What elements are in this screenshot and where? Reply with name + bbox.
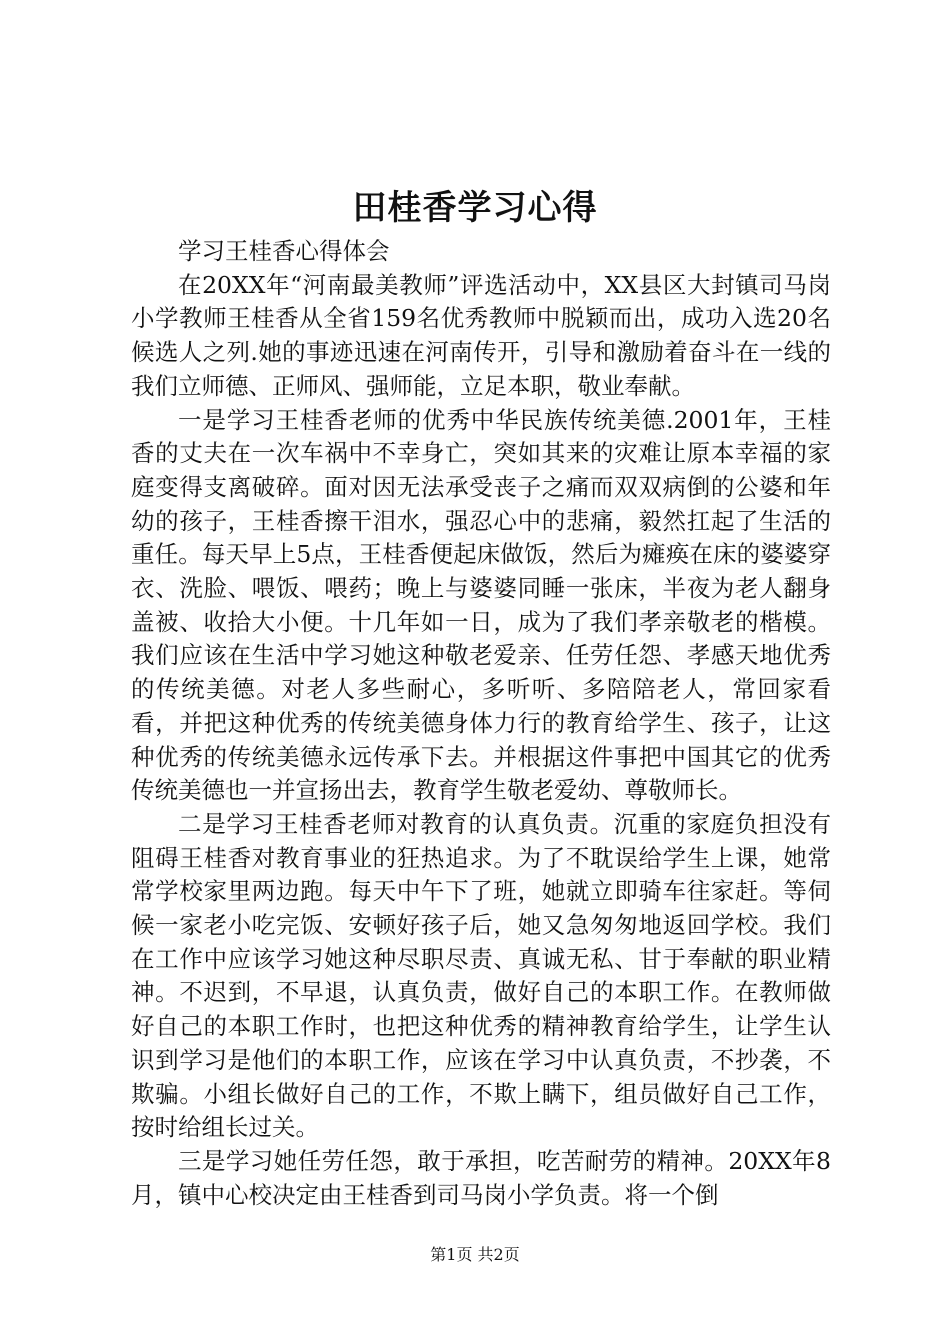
page-number-footer: 第1页 共2页 [430, 1245, 520, 1264]
paragraph-point-one: 一是学习王桂香老师的优秀中华民族传统美德.2001年，王桂香的丈夫在一次车祸中不幸身亡，突如其来的灾难让原本幸福的家庭变得支离破碎。面对因无法承受丧子之痛而双双病倒的公婆和年幼的孩子，王桂香擦干泪水，强忍心中的悲痛，毅然扛起了生活的重任。每天早上5点，王桂香便起床做饭，然后为瘫痪在床的婆婆穿衣、洗脸、喂饭、喂药；晚上与婆婆同睡一张床，半夜为老人翻身盖被、收拾大小便。十几年如一日，成为了我们孝亲敬老的楷模。我们应该在生活中学习她这种敬老爱亲、任劳任怨、孝感天地优秀的传统美德。对老人多些耐心，多听听、多陪陪老人，常回家看看，并把这种优秀的传统美德身体力行的教育给学生、孩子，让这种优秀的传统美德永远传承下去。并根据这件事把中国其它的优秀传统美德也一并宣扬出去，教育学生敬老爱幼、尊敬师长。 [131, 405, 831, 805]
paragraph-point-three: 三是学习她任劳任怨，敢于承担，吃苦耐劳的精神。20XX年8月，镇中心校决定由王桂香到司马岗小学负责。将一个倒 [131, 1146, 831, 1209]
paragraph-point-two: 二是学习王桂香老师对教育的认真负责。沉重的家庭负担没有阻碍王桂香对教育事业的狂热追求。为了不耽误给学生上课，她常常学校家里两边跑。每天中午下了班，她就立即骑车往家赶。等伺候一家老小吃完饭、安顿好孩子后，她又急匆匆地返回学校。我们在工作中应该学习她这种尽职尽责、真诚无私、甘于奉献的职业精神。不迟到，不早退，认真负责，做好自己的本职工作。在教师做好自己的本职工作时，也把这种优秀的精神教育给学生，让学生认识到学习是他们的本职工作，应该在学习中认真负责，不抄袭，不欺骗。小组长做好自己的工作，不欺上瞒下，组员做好自己工作，按时给组长过关。 [131, 809, 831, 1142]
document-subtitle: 学习王桂香心得体会 [178, 237, 390, 265]
paragraph-intro: 在20XX年“河南最美教师”评选活动中，XX县区大封镇司马岗小学教师王桂香从全省159名优秀教师中脱颖而出，成功入选20名候选人之列.她的事迹迅速在河南传开，引导和激励着奋斗在一线的我们立师德、正师风、强师能，立足本职，敬业奉献。 [131, 270, 831, 400]
document-body [131, 235, 831, 1212]
document-title: 田桂香学习心得 [352, 188, 598, 228]
